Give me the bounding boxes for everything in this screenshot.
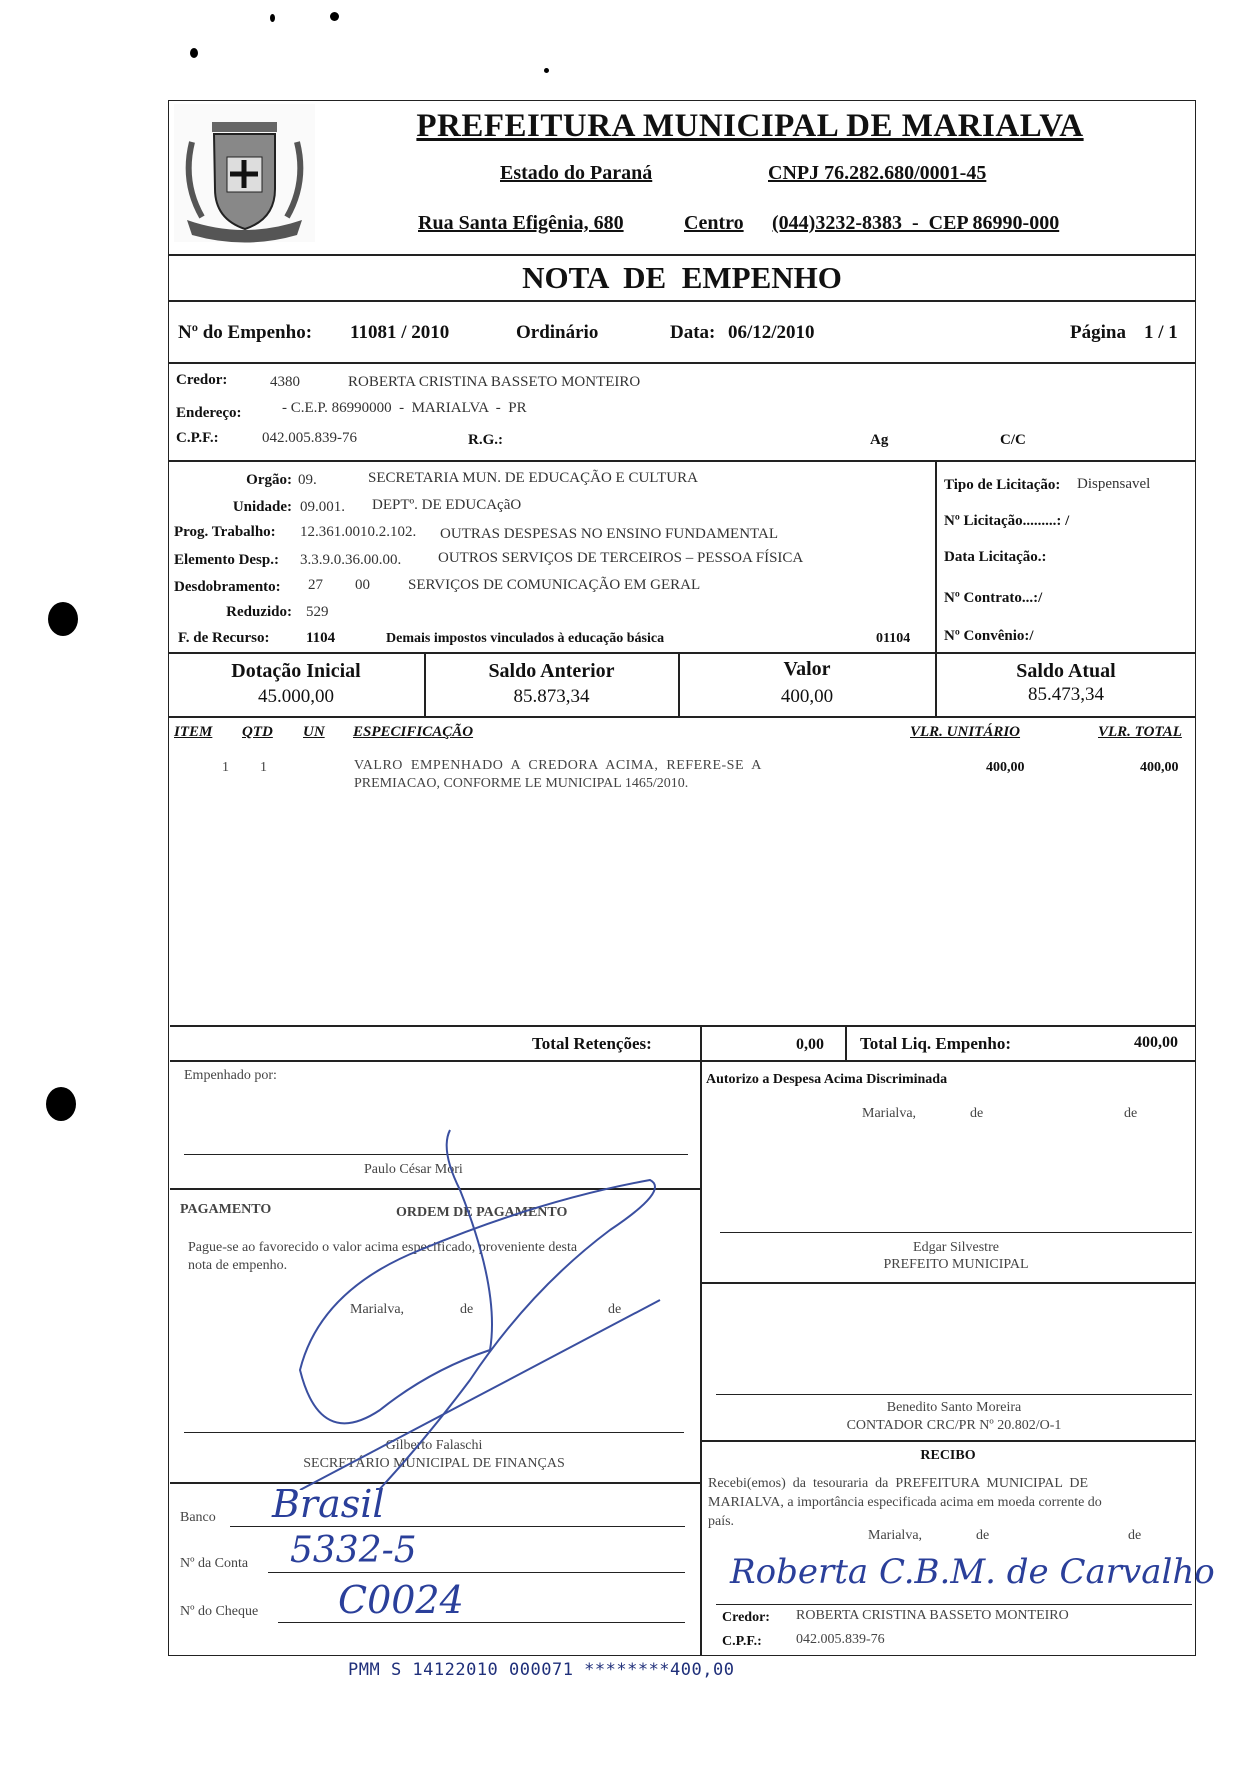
endereco-label: Endereço:	[176, 405, 242, 421]
autorizo-de1: de	[970, 1106, 984, 1121]
item-description-line1: VALRO EMPENHADO A CREDORA ACIMA, REFERE-SE A	[354, 758, 762, 773]
rg-label: R.G.:	[468, 432, 503, 448]
handwritten-signature-stroke	[280, 1120, 700, 1490]
dotacao-label: Dotação Inicial	[231, 660, 361, 682]
banco-value: Brasil	[272, 1482, 385, 1526]
item-total-value: 400,00	[1140, 760, 1179, 775]
divider	[168, 716, 1196, 718]
elemento-desc: OUTROS SERVIÇOS DE TERCEIROS – PESSOA FÍSICA	[438, 550, 804, 566]
pagamento-text-line1: Pague-se ao favorecido o valor acima especificado, proveniente desta	[188, 1240, 578, 1255]
document-title: NOTA DE EMPENHO	[522, 260, 842, 295]
signature-line	[716, 1604, 1192, 1605]
divider	[168, 300, 1196, 302]
empenho-number: 11081 / 2010	[350, 322, 450, 343]
col-un: UN	[303, 724, 325, 740]
autorizo-label: Autorizo a Despesa Acima Discriminada	[706, 1072, 948, 1087]
convenio-number: Nº Convênio:/	[944, 628, 1034, 644]
empenhado-por-label: Empenhado por:	[184, 1068, 277, 1083]
recurso-desc: Demais impostos vinculados à educação básica	[386, 631, 665, 646]
recibo-credor-value: ROBERTA CRISTINA BASSETO MONTEIRO	[796, 1608, 1069, 1623]
phone-cep: (044)3232-8383 - CEP 86990-000	[772, 212, 1060, 234]
ag-label: Ag	[870, 432, 889, 448]
desdobramento-code1: 27	[308, 577, 323, 593]
saldo-anterior-label: Saldo Anterior	[488, 660, 615, 682]
valor-value: 400,00	[780, 686, 834, 707]
address: Rua Santa Efigênia, 680	[418, 212, 624, 234]
signature-line	[716, 1394, 1192, 1395]
banco-line	[230, 1526, 685, 1527]
district: Centro	[684, 212, 744, 234]
unidade-code: 09.001.	[300, 499, 345, 515]
conta-value: 5332-5	[290, 1530, 417, 1571]
page-value: 1 / 1	[1144, 322, 1178, 343]
unidade-desc: DEPTº. DE EDUCAçãO	[372, 497, 522, 513]
divider	[935, 460, 937, 652]
recibo-cpf-value: 042.005.839-76	[796, 1632, 885, 1647]
autorizo-place: Marialva,	[862, 1106, 917, 1121]
cpf-value: 042.005.839-76	[262, 430, 357, 446]
conta-label: Nº da Conta	[180, 1556, 249, 1571]
date-value: 06/12/2010	[728, 322, 815, 343]
divider	[170, 1025, 1196, 1027]
licitacao-date: Data Licitação.:	[944, 549, 1047, 565]
recurso-code: 1104	[306, 630, 336, 646]
date-label: Data:	[670, 322, 716, 343]
orgao-desc: SECRETARIA MUN. DE EDUCAÇÃO E CULTURA	[368, 470, 698, 486]
city-coat-of-arms	[172, 102, 317, 244]
recurso-num: 01104	[876, 631, 911, 646]
total-retencoes-label: Total Retenções:	[532, 1034, 652, 1053]
col-vlr-unitario: VLR. UNITÁRIO	[910, 724, 1021, 740]
recibo-credor-label: Credor:	[722, 1610, 770, 1625]
payment-stamp: PMM S 14122010 000071 ********400,00	[348, 1660, 735, 1680]
banco-label: Banco	[180, 1510, 216, 1525]
recibo-de1: de	[976, 1528, 990, 1543]
desdobramento-desc: SERVIÇOS DE COMUNICAÇÃO EM GERAL	[408, 577, 701, 593]
pagamento-de1: de	[460, 1302, 474, 1317]
cheque-value: C0024	[338, 1578, 464, 1622]
prog-label: Prog. Trabalho:	[174, 524, 276, 540]
cheque-line	[278, 1622, 685, 1623]
autorizo-de2: de	[1124, 1106, 1138, 1121]
pagamento-label: PAGAMENTO	[180, 1202, 272, 1217]
speck	[330, 12, 339, 21]
prefeito-title: PREFEITO MUNICIPAL	[883, 1257, 1029, 1272]
divider	[168, 460, 1196, 462]
page-label: Página	[1070, 322, 1126, 343]
cheque-label: Nº do Cheque	[180, 1604, 259, 1619]
saldo-atual-value: 85.473,34	[1028, 684, 1104, 705]
total-liquido-value: 400,00	[1134, 1034, 1178, 1051]
valor-label: Valor	[783, 658, 831, 680]
licitacao-number: Nº Licitação.........: /	[944, 513, 1070, 529]
item-description-line2: PREMIACAO, CONFORME LE MUNICIPAL 1465/2010.	[354, 776, 689, 791]
credor-code: 4380	[270, 374, 300, 390]
secretario-name: Gilberto Falaschi	[385, 1438, 483, 1453]
tipo-licitacao-value: Dispensavel	[1077, 476, 1151, 492]
divider	[168, 254, 1196, 256]
recibo-place: Marialva,	[868, 1528, 923, 1543]
cc-label: C/C	[1000, 432, 1026, 448]
cnpj: CNPJ 76.282.680/0001-45	[768, 162, 987, 184]
divider	[700, 1282, 1196, 1284]
item-number: 1	[222, 760, 229, 775]
pagamento-place: Marialva,	[350, 1302, 405, 1317]
elemento-code: 3.3.9.0.36.00.00.	[300, 552, 402, 568]
cpf-label: C.P.F.:	[176, 430, 219, 446]
divider	[170, 1060, 1196, 1062]
dotacao-value: 45.000,00	[258, 686, 334, 707]
saldo-anterior-value: 85.873,34	[513, 686, 590, 707]
divider	[700, 1025, 702, 1061]
credor-signature: Roberta C.B.M. de Carvalho	[730, 1552, 1215, 1592]
reduzido-label: Reduzido:	[226, 604, 292, 620]
orgao-label: Orgão:	[246, 472, 292, 488]
contador-name: Benedito Santo Moreira	[886, 1400, 1022, 1415]
punch-hole	[48, 602, 78, 636]
credor-label: Credor:	[176, 372, 228, 388]
empenho-number-label: Nº do Empenho:	[178, 322, 313, 343]
reduzido-value: 529	[306, 604, 329, 620]
divider	[168, 652, 1196, 654]
city-hall-title: PREFEITURA MUNICIPAL DE MARIALVA	[416, 108, 1084, 144]
contador-title: CONTADOR CRC/PR Nº 20.802/O-1	[846, 1418, 1062, 1433]
recurso-label: F. de Recurso:	[178, 630, 270, 646]
col-item: ITEM	[174, 724, 213, 740]
punch-hole	[46, 1087, 76, 1121]
pagamento-text-line2: nota de empenho.	[188, 1258, 288, 1273]
prog-code: 12.361.0010.2.102.	[300, 524, 417, 540]
item-qtd: 1	[260, 760, 267, 775]
item-unit-value: 400,00	[986, 760, 1025, 775]
empenho-type: Ordinário	[516, 322, 599, 343]
ordem-pagamento-label: ORDEM DE PAGAMENTO	[396, 1205, 568, 1220]
credor-name: ROBERTA CRISTINA BASSETO MONTEIRO	[348, 374, 641, 390]
total-retencoes-value: 0,00	[796, 1036, 824, 1053]
divider	[700, 1440, 1196, 1442]
divider	[168, 362, 1196, 364]
conta-line	[268, 1572, 685, 1573]
secretario-title: SECRETÁRIO MUNICIPAL DE FINANÇAS	[303, 1456, 565, 1471]
prefeito-name: Edgar Silvestre	[913, 1240, 999, 1255]
tipo-licitacao-label: Tipo de Licitação:	[944, 477, 1061, 493]
unidade-label: Unidade:	[232, 499, 292, 515]
contrato-number: Nº Contrato...:/	[944, 590, 1043, 606]
speck	[190, 48, 198, 58]
pagamento-de2: de	[608, 1302, 622, 1317]
signature-line	[720, 1232, 1192, 1233]
recibo-text-line3: país.	[708, 1514, 735, 1529]
divider	[845, 1025, 847, 1061]
endereco-value: - C.E.P. 86990000 - MARIALVA - PR	[282, 400, 527, 416]
desdobramento-label: Desdobramento:	[174, 579, 281, 595]
speck	[544, 68, 549, 73]
desdobramento-code2: 00	[355, 577, 370, 593]
elemento-label: Elemento Desp.:	[174, 552, 279, 568]
empenhado-por-name: Paulo César Mori	[364, 1162, 463, 1177]
speck	[270, 14, 275, 22]
col-vlr-total: VLR. TOTAL	[1098, 724, 1182, 740]
state-name: Estado do Paraná	[500, 162, 653, 184]
recibo-title: RECIBO	[920, 1448, 976, 1463]
recibo-text-line2: MARIALVA, a importância especificada acima em moeda corrente do	[708, 1495, 1102, 1510]
total-liquido-label: Total Liq. Empenho:	[860, 1034, 1011, 1053]
recibo-de2: de	[1128, 1528, 1142, 1543]
col-qtd: QTD	[242, 724, 273, 740]
saldo-atual-label: Saldo Atual	[1016, 660, 1116, 682]
recibo-cpf-label: C.P.F.:	[722, 1634, 762, 1649]
prog-desc: OUTRAS DESPESAS NO ENSINO FUNDAMENTAL	[440, 526, 778, 542]
recibo-text-line1: Recebi(emos) da tesouraria da PREFEITURA MUNICIPAL DE	[708, 1476, 1089, 1491]
orgao-code: 09.	[298, 472, 317, 488]
col-especificacao: ESPECIFICAÇÃO	[353, 724, 474, 740]
divider	[700, 1060, 702, 1656]
